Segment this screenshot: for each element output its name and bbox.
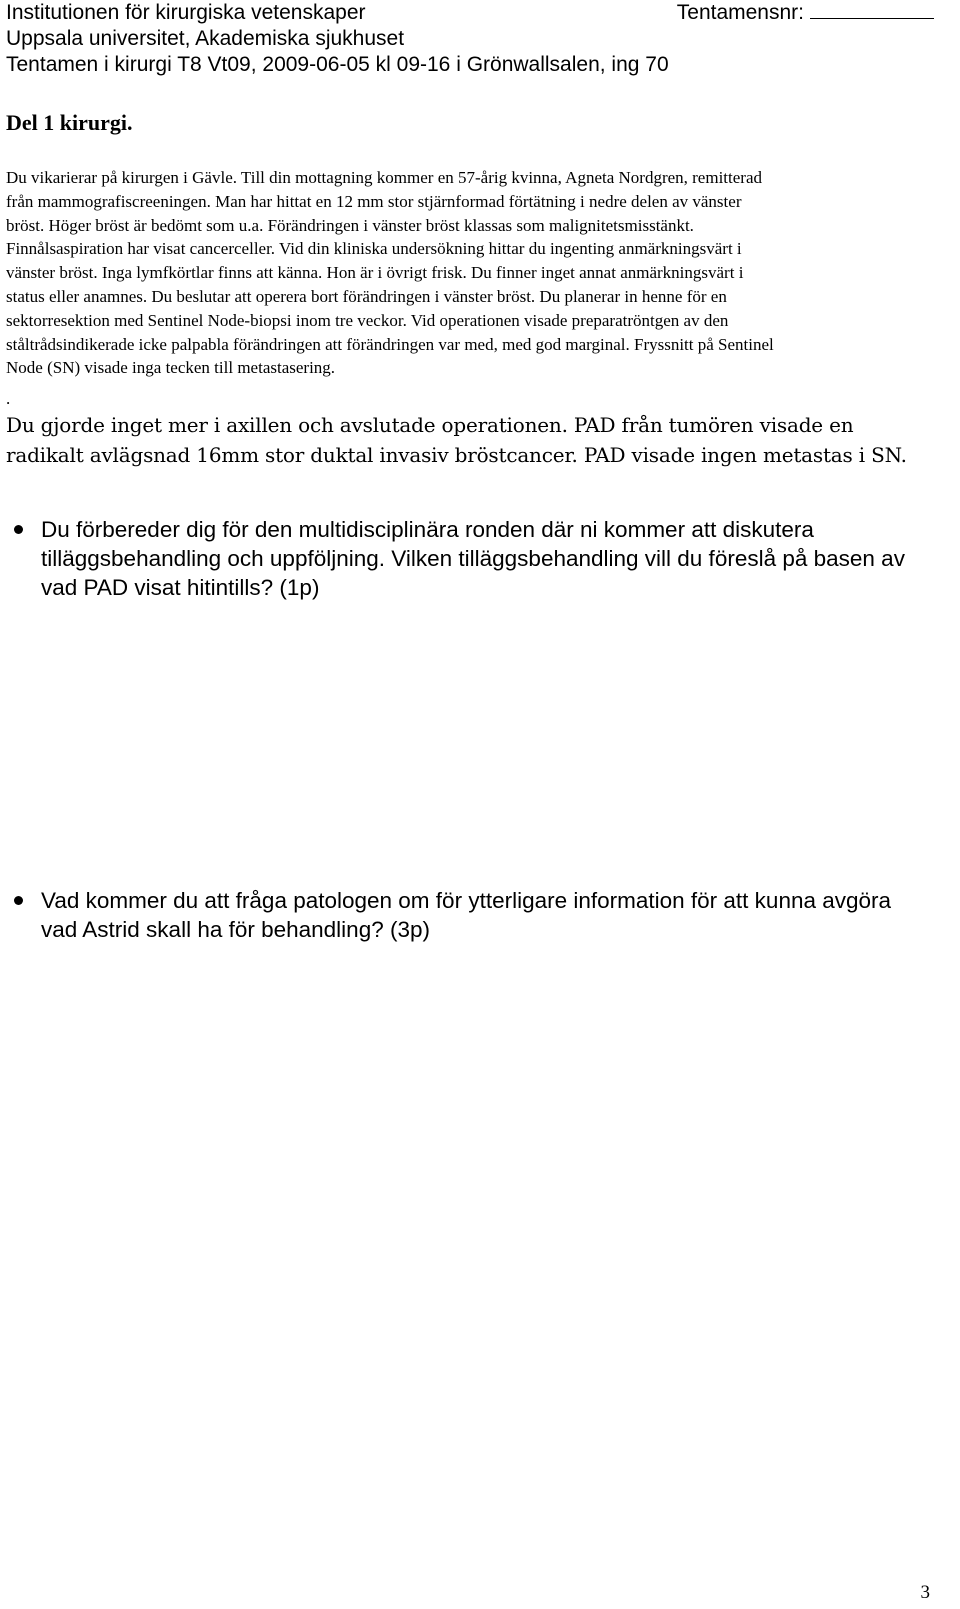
header-top-row xyxy=(6,0,954,26)
case-description xyxy=(6,166,936,380)
question-line: tilläggsbehandling och uppföljning. Vilken tilläggsbehandling vill du föreslå på basen av xyxy=(41,546,905,571)
case-line: från mammografiscreeningen. Man har hittat en 12 mm stor stjärnformad förtätning i nedre delen av vänster xyxy=(6,191,742,211)
finding-line: Du gjorde inget mer i axillen och avslutade operationen. PAD från tumören visade en xyxy=(6,413,854,437)
case-line: vänster bröst. Inga lymfkörtlar finns att känna. Hon är i övrigt frisk. Du finner inget annat anmärkningsvärt i xyxy=(6,263,744,283)
page-header xyxy=(6,0,954,78)
question-1 xyxy=(0,515,940,602)
question-line: Du förbereder dig för den multidisciplinära ronden där ni kommer att diskutera xyxy=(41,517,814,542)
question-line: vad Astrid skall ha för behandling? (3p) xyxy=(41,917,430,942)
case-line: bröst. Höger bröst är bedömt som u.a. Förändringen i vänster bröst klassas som malignitetsmisstänkt. xyxy=(6,215,694,235)
case-line: sektorresektion med Sentinel Node-biopsi inom tre veckor. Vid operationen visade preparatröntgen av den xyxy=(6,310,729,330)
case-line: ståltrådsindikerade icke palpabla förändringen att förändringen var med, med god marginal. Fryssnitt på Sentinel xyxy=(6,334,774,354)
case-line: Finnålsaspiration har visat cancerceller. Vid din kliniska undersökning hittar du ingenting anmärkningsvärt i xyxy=(6,239,742,259)
question-text xyxy=(41,886,921,944)
case-line: Node (SN) visade inga tecken till metastasering. xyxy=(6,358,336,378)
university-name: Uppsala universitet, Akademiska sjukhuset xyxy=(6,27,405,50)
question-line: vad PAD visat hitintills? (1p) xyxy=(41,575,320,600)
bullet-icon xyxy=(0,515,41,544)
finding-line: radikalt avlägsnad 16mm stor duktal invasiv bröstcancer. PAD visade ingen metastas i SN. xyxy=(6,443,907,467)
bullet-icon xyxy=(0,886,41,915)
page-number: 3 xyxy=(920,1582,930,1603)
case-line: Du vikarierar på kirurgen i Gävle. Till din mottagning kommer en 57-årig kvinna, Agneta Nordgren, remitterad xyxy=(6,168,763,187)
tentamensnr-label: Tentamensnr: xyxy=(676,1,804,24)
pathology-finding xyxy=(6,410,946,470)
tentamensnr-blank-line xyxy=(810,0,934,19)
question-line: Vad kommer du att fråga patologen om för ytterligare information för att kunna avgöra xyxy=(41,888,892,913)
tentamensnr-field xyxy=(677,0,934,26)
section-title: Del 1 kirurgi. xyxy=(6,110,133,135)
question-2 xyxy=(0,886,940,944)
stray-dot: . xyxy=(6,389,11,408)
institution-name: Institutionen för kirurgiska vetenskaper xyxy=(6,1,366,24)
case-line: status eller anamnes. Du beslutar att operera bort förändringen i vänster bröst. Du planerar in henne för en xyxy=(6,286,727,306)
question-text xyxy=(41,515,921,602)
exam-info: Tentamen i kirurgi T8 Vt09, 2009-06-05 kl 09-16 i Grönwallsalen, ing 70 xyxy=(6,53,669,76)
